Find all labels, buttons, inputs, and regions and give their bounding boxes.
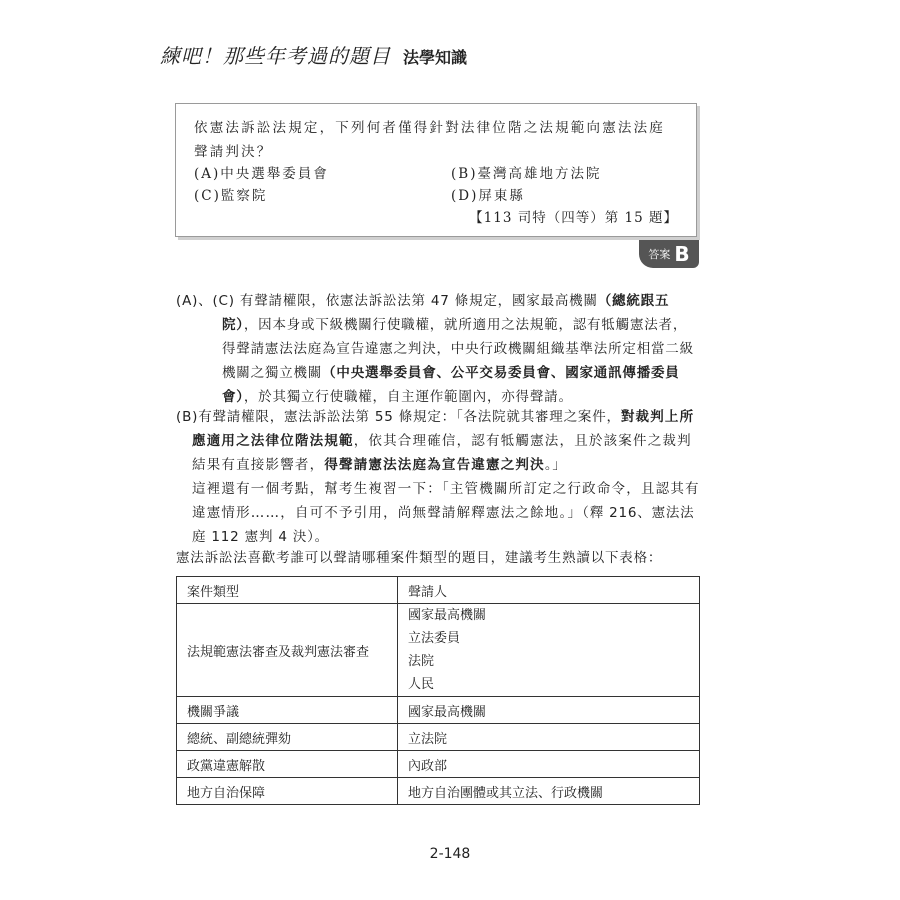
table-header-case-type: 案件類型 bbox=[177, 577, 398, 604]
exam-note-quote: 這裡還有一個考點，幫考生複習一下：「主管機關所訂定之行政命令，且認其有違憲情形……，自可不予引用，尚無聲請解釋憲法之餘地。」 bbox=[192, 481, 700, 521]
table-row bbox=[177, 724, 700, 751]
explanation-a-c bbox=[176, 289, 700, 409]
question-box bbox=[175, 103, 697, 237]
case-type-cell: 地方自治保障 bbox=[177, 778, 398, 805]
answer-badge bbox=[639, 240, 699, 268]
explanation-a-c-prefix: (A)、(C) 有聲請權限，依憲法訴訟法第 47 條規定，國家最高機關 bbox=[176, 293, 598, 309]
explanation-b-mid: ，依其合理確信，認有牴觸憲法，且於該案件之裁判結果有直接影響者， bbox=[192, 433, 692, 473]
case-type-table bbox=[176, 576, 700, 805]
table-row bbox=[177, 697, 700, 724]
page-header bbox=[160, 40, 467, 69]
series-title: 練吧！那些年考過的題目 bbox=[160, 44, 391, 68]
question-text: 依憲法訴訟法規定，下列何者僅得針對法律位階之法規範向憲法法庭聲請判決？ bbox=[194, 120, 665, 160]
answer-label: 答案 bbox=[648, 248, 671, 261]
explanation-a-c-mid: ，因本身或下級機關行使職權，就所適用之法規範，認有牴觸憲法者，得聲請憲法法庭為宣告違憲之判決，中央行政機關組織基準法所定相當二級機關之獨立機關 bbox=[222, 317, 694, 381]
option-b: (B)臺灣高雄地方法院 bbox=[451, 166, 602, 182]
answer-value: B bbox=[674, 242, 690, 266]
option-c: (C)監察院 bbox=[194, 188, 268, 204]
case-type-cell: 法規範憲法審查及裁判憲法審查 bbox=[177, 604, 398, 697]
explanation-b-prefix: (B)有聲請權限，憲法訴訟法第 55 條規定：「各法院就其審理之案件， bbox=[176, 409, 621, 425]
case-type-cell: 政黨違憲解散 bbox=[177, 751, 398, 778]
case-type-cell: 總統、副總統彈劾 bbox=[177, 724, 398, 751]
table-header-applicant: 聲請人 bbox=[398, 577, 700, 604]
applicant-cell: 地方自治團體或其立法、行政機關 bbox=[398, 778, 700, 805]
explanation-b bbox=[176, 405, 700, 477]
explanation-a-c-bold2: （中央選舉委員會、公平交易委員會、國家通訊傳播委員會） bbox=[222, 365, 680, 405]
explanation-a-c-bold1: （總統跟五院） bbox=[222, 293, 670, 333]
case-type-cell: 機關爭議 bbox=[177, 697, 398, 724]
table-row bbox=[177, 778, 700, 805]
exam-note-citation: （釋 216、憲法法庭 112 憲判 4 決）。 bbox=[192, 505, 695, 545]
applicant-cell: 國家最高機關 bbox=[398, 697, 700, 724]
explanation-b-bold2: 得聲請憲法法庭為宣告違憲之判決 bbox=[324, 457, 545, 473]
applicant-item: 立法委員 bbox=[408, 631, 461, 646]
table-row bbox=[177, 751, 700, 778]
option-d: (D)屏東縣 bbox=[451, 188, 525, 204]
applicant-item: 法院 bbox=[408, 654, 435, 669]
applicant-item: 人民 bbox=[408, 677, 435, 692]
applicant-cell: 內政部 bbox=[398, 751, 700, 778]
page-number: 2-148 bbox=[429, 846, 471, 862]
table-row bbox=[177, 604, 700, 697]
explanation-b-suffix: 。」 bbox=[544, 457, 567, 473]
applicant-cell bbox=[398, 604, 700, 697]
question-source: 【113 司特（四等）第 15 題】 bbox=[469, 210, 678, 226]
applicant-item: 國家最高機關 bbox=[408, 608, 487, 623]
exam-note bbox=[192, 477, 700, 549]
table-intro: 憲法訴訟法喜歡考誰可以聲請哪種案件類型的題目，建議考生熟讀以下表格： bbox=[176, 550, 663, 566]
table-header-row bbox=[177, 577, 700, 604]
explanation-a-c-suffix: ，於其獨立行使職權，自主運作範圍內，亦得聲請。 bbox=[243, 389, 573, 405]
applicant-cell: 立法院 bbox=[398, 724, 700, 751]
option-a: (A)中央選舉委員會 bbox=[194, 166, 329, 182]
subject-title: 法學知識 bbox=[403, 48, 468, 67]
explanation-b-bold1: 對裁判上所應適用之法律位階法規範 bbox=[192, 409, 695, 449]
